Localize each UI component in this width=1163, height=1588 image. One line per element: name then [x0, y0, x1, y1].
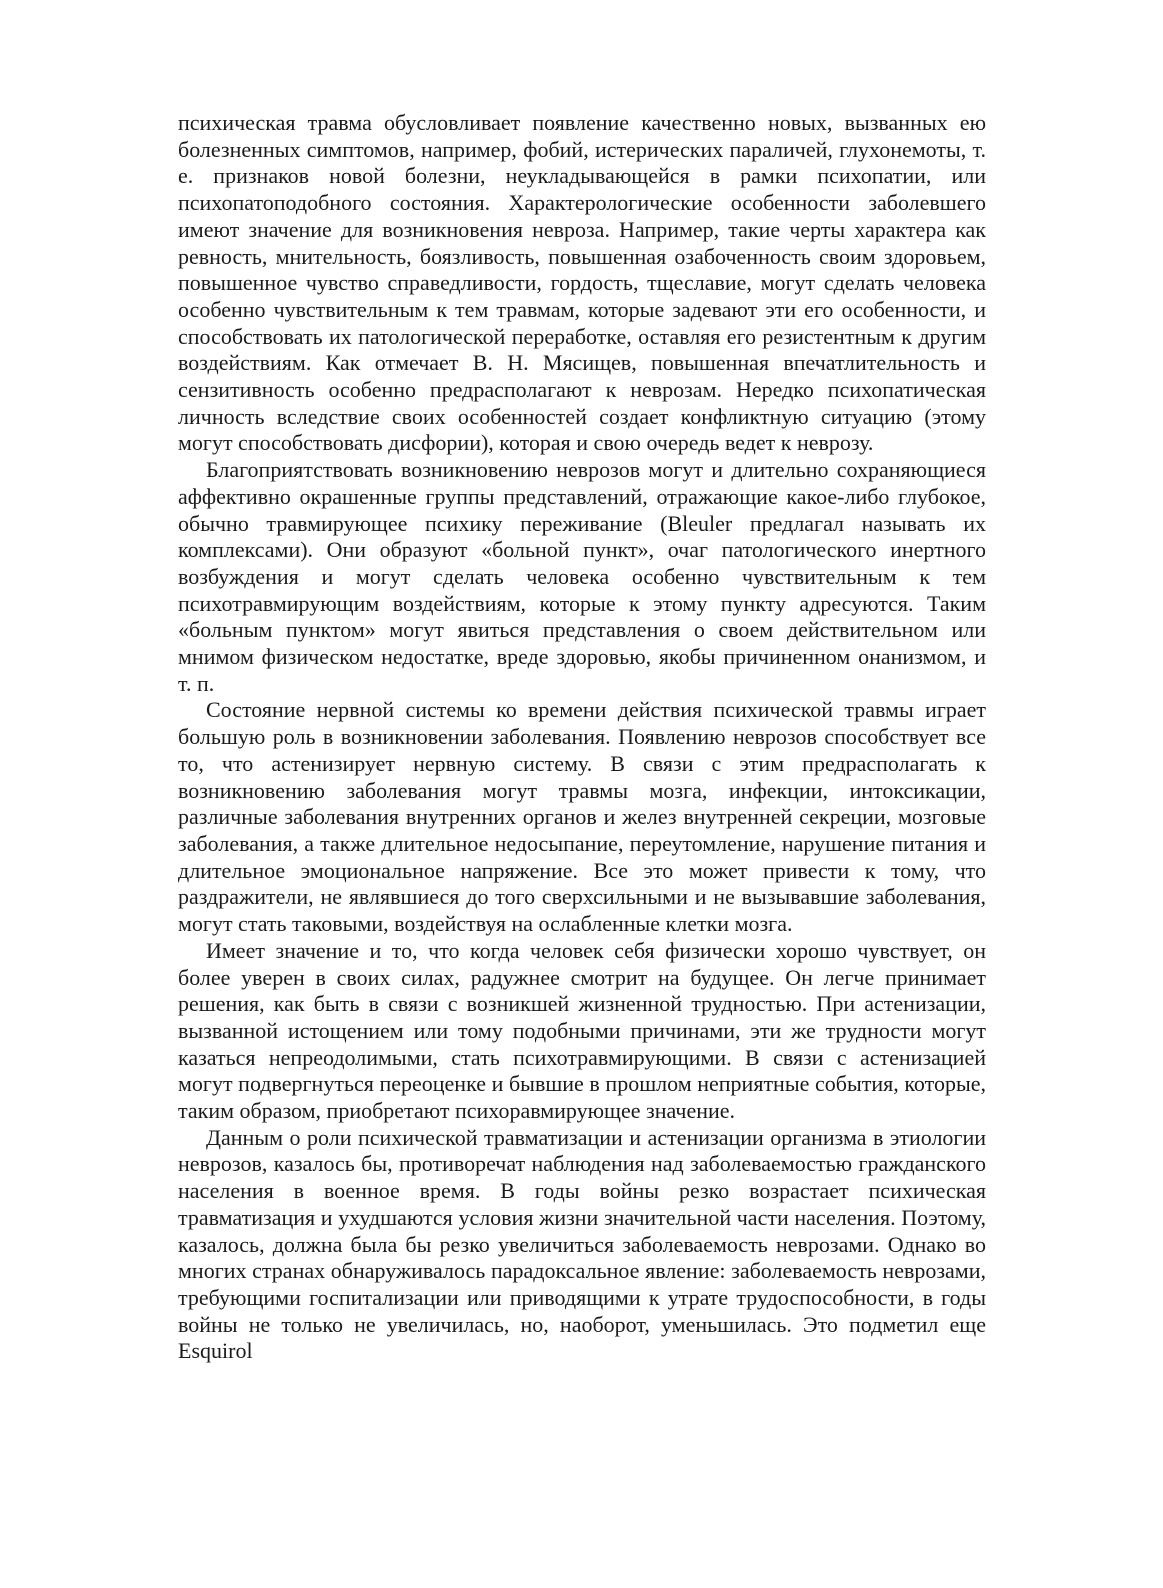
document-page [178, 110, 986, 1365]
paragraph-5: Данным о роли психической травматизации и астенизации организма в этиологии неврозов, казалось бы, противоречат наблюдения над заболеваемостью гражданского населения в военное время. В годы войны резко возрастает психическая травматизация и ухудшаются условия жизни значительной части населения. Поэтому, казалось, должна была бы резко увеличиться заболеваемость неврозами. Однако во многих странах обнаруживалось парадоксальное явление: заболеваемость неврозами, требующими госпитализации или приводящими к утрате трудоспособности, в годы войны не только не увеличилась, но, наоборот, уменьшилась. Это подметил еще Esquirol [178, 1124, 986, 1364]
paragraph-3: Состояние нервной системы ко времени действия психической травмы играет большую роль в возникновении заболевания. Появлению неврозов способствует все то, что астенизирует нервную систему. В связи с этим предрасполагать к возникновению заболевания могут травмы мозга, инфекции, интоксикации, различные заболевания внутренних органов и желез внутренней секреции, мозговые заболевания, а также длительное недосыпание, переутомление, нарушение питания и длительное эмоциональное напряжение. Все это может привести к тому, что раздражители, не являвшиеся до того сверхсильными и не вызывавшие заболевания, могут стать таковыми, воздействуя на ослабленные клетки мозга. [178, 697, 986, 937]
paragraph-2: Благоприятствовать возникновению неврозов могут и длительно сохраняющиеся аффективно окрашенные группы представлений, отражающие какое-либо глубокое, обычно травмирующее психику переживание (Bleuler предлагал называть их комплексами). Они образуют «больной пункт», очаг патологического инертного возбуждения и могут сделать человека особенно чувствительным к тем психотравмирующим воздействиям, которые к этому пункту адресуются. Таким «больным пунктом» могут явиться представления о своем действительном или мнимом физическом недостатке, вреде здоровью, якобы причиненном онанизмом, и т. п. [178, 457, 986, 696]
paragraph-1: психическая травма обусловливает появление качественно новых, вызванных ею болезненных симптомов, например, фобий, истерических параличей, глухонемоты, т. е. признаков новой болезни, неукладывающейся в рамки психопатии, или психопатоподобного состояния. Характерологические особенности заболевшего имеют значение для возникновения невроза. Например, такие черты характера как ревность, мнительность, боязливость, повышенная озабоченность своим здоровьем, повышенное чувство справедливости, гордость, тщеславие, могут сделать человека особенно чувствительным к тем травмам, которые задевают эти его особенности, и способствовать их патологической переработке, оставляя его резистентным к другим воздействиям. Как отмечает В. Н. Мясищев, повышенная впечатлительность и сензитивность особенно предрасполагают к неврозам. Нередко психопатическая личность вследствие своих особенностей создает конфликтную ситуацию (этому могут способствовать дисфории), которая и свою очередь ведет к неврозу. [178, 110, 986, 456]
paragraph-4: Имеет значение и то, что когда человек себя физически хорошо чувствует, он более уверен в своих силах, радужнее смотрит на будущее. Он легче принимает решения, как быть в связи с возникшей жизненной трудностью. При астенизации, вызванной истощением или тому подобными причинами, эти же трудности могут казаться непреодолимыми, стать психотравмирующими. В связи с астенизацией могут подвергнуться переоценке и бывшие в прошлом неприятные события, которые, таким образом, приобретают психоравмирующее значение. [178, 937, 986, 1124]
